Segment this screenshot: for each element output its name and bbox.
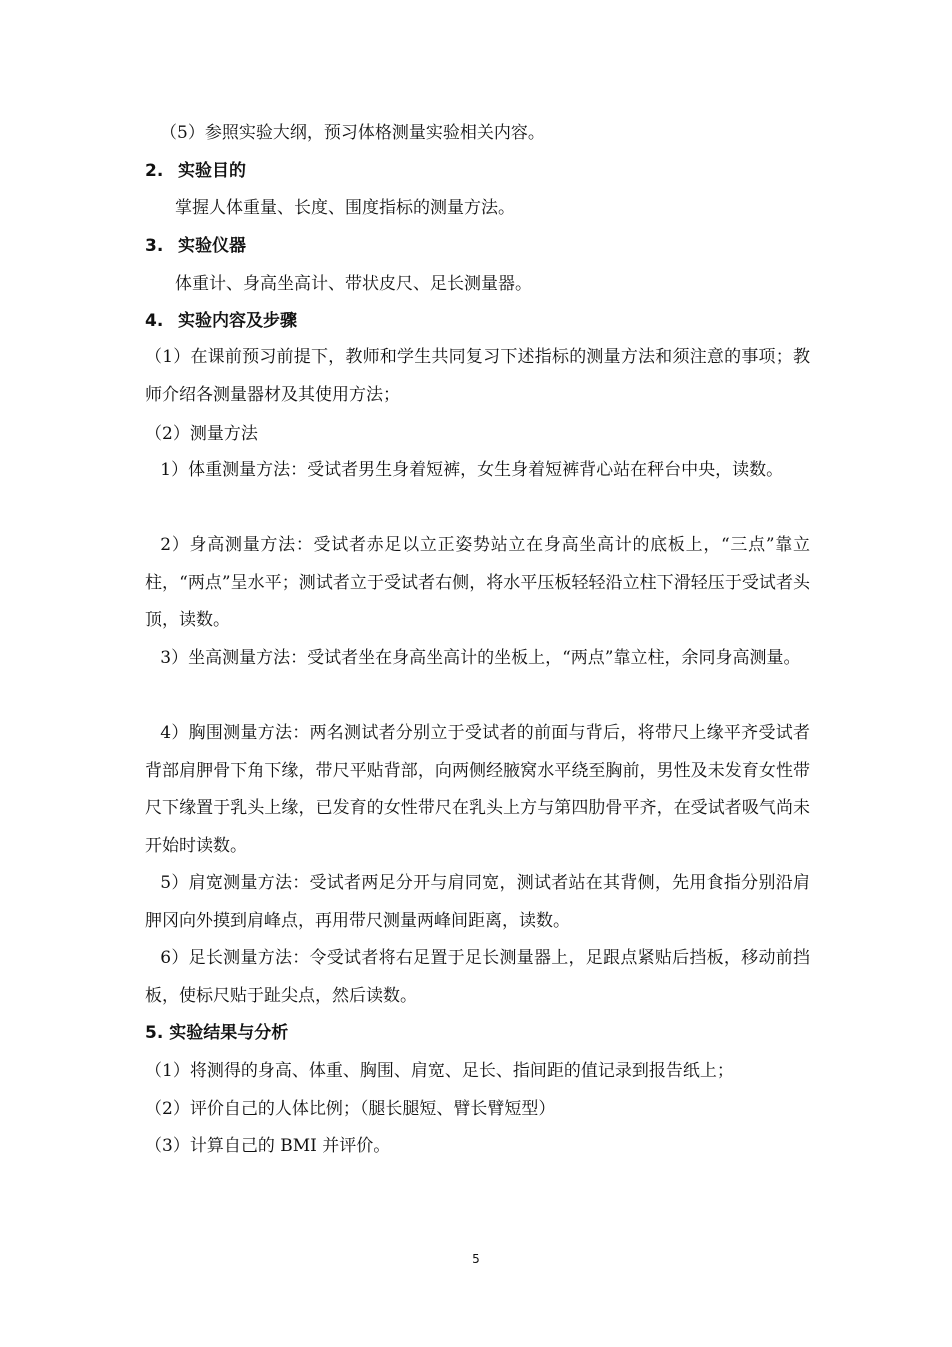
section-4-title: 实验内容及步骤 — [178, 311, 297, 331]
section-4-heading — [145, 310, 297, 332]
section-3-number: 3. — [145, 236, 164, 256]
result-item-2: （2）评价自己的人体比例；（腿长腿短、臂长臂短型） — [145, 1099, 556, 1119]
section-2-heading — [145, 160, 246, 182]
section-3-title: 实验仪器 — [178, 236, 246, 256]
result-item-1: （1）将测得的身高、体重、胸围、肩宽、足长、指间距的值记录到报告纸上； — [145, 1061, 734, 1081]
section-2-title: 实验目的 — [178, 161, 246, 181]
section-4-paragraph-1: （1）在课前预习前提下，教师和学生共同复习下述指标的测量方法和须注意的事项；教师介绍各测量器材及其使用方法； — [145, 347, 810, 405]
section-4-number: 4. — [145, 311, 164, 331]
method-weight: 1）体重测量方法：受试者男生身着短裤，女生身着短裤背心站在秤台中央，读数。 — [160, 460, 784, 480]
section-3-heading — [145, 235, 246, 257]
method-shoulder-width: 5）肩宽测量方法：受试者两足分开与肩同宽，测试者站在其背侧，先用食指分别沿肩胛冈向外摸到肩峰点，再用带尺测量两峰间距离，读数。 — [145, 873, 810, 931]
section-3-text: 体重计、身高坐高计、带状皮尺、足长测量器。 — [175, 274, 532, 294]
prep-item-5: （5）参照实验大纲，预习体格测量实验相关内容。 — [160, 123, 545, 143]
method-height: 2）身高测量方法：受试者赤足以立正姿势站立在身高坐高计的底板上，“三点”靠立柱，“两点”呈水平；测试者立于受试者右侧，将水平压板轻轻沿立柱下滑轻压于受试者头顶，读数。 — [145, 535, 810, 630]
page-number: 5 — [472, 1252, 480, 1266]
section-2-number: 2. — [145, 161, 164, 181]
method-foot-length: 6）足长测量方法：令受试者将右足置于足长测量器上，足跟点紧贴后挡板，移动前挡板，使标尺贴于趾尖点，然后读数。 — [145, 948, 810, 1006]
result-item-3: （3）计算自己的 BMI 并评价。 — [145, 1136, 391, 1156]
section-5-heading: 5. 实验结果与分析 — [145, 1023, 289, 1043]
section-2-text: 掌握人体重量、长度、围度指标的测量方法。 — [175, 198, 515, 218]
method-chest-circumference: 4）胸围测量方法：两名测试者分别立于受试者的前面与背后，将带尺上缘平齐受试者背部肩胛骨下角下缘，带尺平贴背部，向两侧经腋窝水平绕至胸前，男性及未发育女性带尺下缘置于乳头上缘，已发育的女性带尺在乳头上方与第四肋骨平齐，在受试者吸气尚未开始时读数。 — [145, 723, 810, 856]
method-sitting-height: 3）坐高测量方法：受试者坐在身高坐高计的坐板上，“两点”靠立柱，余同身高测量。 — [160, 648, 801, 668]
section-4-paragraph-2: （2）测量方法 — [145, 424, 258, 444]
